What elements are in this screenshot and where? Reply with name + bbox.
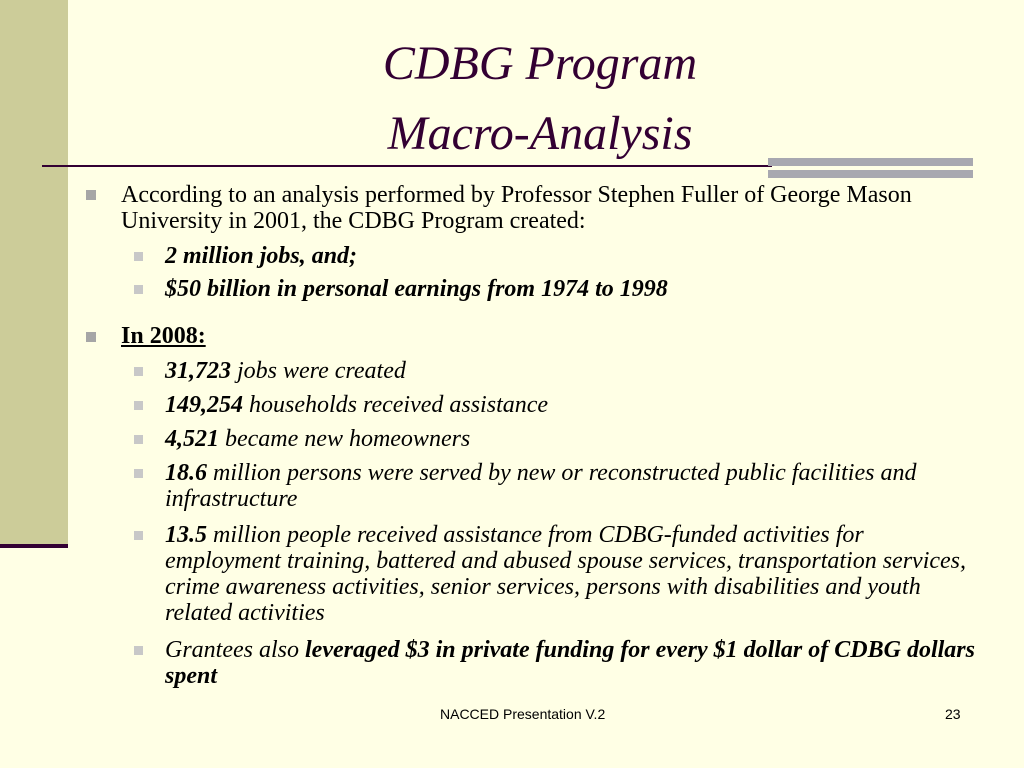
bullet-square-icon bbox=[86, 332, 96, 342]
slide-title-line1: CDBG Program bbox=[382, 37, 698, 90]
list-item: 18.6 million persons were served by new or reconstructed public facilities and infrastructure bbox=[165, 460, 917, 512]
bullet-square-icon bbox=[134, 401, 143, 410]
intro-text: According to an analysis performed by Professor Stephen Fuller of George Mason University in 2001, the CDBG Program created: bbox=[121, 182, 912, 234]
title-accent-bar-bottom bbox=[768, 170, 973, 178]
list-item: 31,723 jobs were created bbox=[165, 358, 406, 384]
sub-point-earnings: $50 billion in personal earnings from 1974 to 1998 bbox=[165, 276, 668, 302]
bullet-square-icon bbox=[134, 252, 143, 261]
left-decor-line bbox=[0, 544, 68, 548]
list-item: 4,521 became new homeowners bbox=[165, 426, 471, 452]
bullet-square-icon bbox=[134, 469, 143, 478]
grantees-item: Grantees also leveraged $3 in private funding for every $1 dollar of CDBG dollars spent bbox=[165, 637, 975, 689]
slide-number: 23 bbox=[945, 706, 961, 722]
footer-label: NACCED Presentation V.2 bbox=[440, 706, 606, 722]
in-2008-heading: In 2008: bbox=[121, 323, 206, 349]
sub-point-jobs: 2 million jobs, and; bbox=[165, 243, 358, 269]
left-decor-bar bbox=[0, 0, 68, 548]
title-accent-bar-top bbox=[768, 158, 973, 166]
bullet-square-icon bbox=[86, 190, 96, 200]
bullet-square-icon bbox=[134, 367, 143, 376]
bullet-square-icon bbox=[134, 435, 143, 444]
list-item: 13.5 million people received assistance from CDBG-funded activities for employment training, battered and abused spouse services, transportation services, crime awareness activities, senior services, persons with disabilities and youth related activities bbox=[165, 522, 966, 626]
bullet-square-icon bbox=[134, 285, 143, 294]
title-divider bbox=[42, 165, 772, 167]
bullet-square-icon bbox=[134, 531, 143, 540]
bullet-square-icon bbox=[134, 646, 143, 655]
list-item: 149,254 households received assistance bbox=[165, 392, 549, 418]
slide-title-line2: Macro-Analysis bbox=[387, 107, 693, 160]
